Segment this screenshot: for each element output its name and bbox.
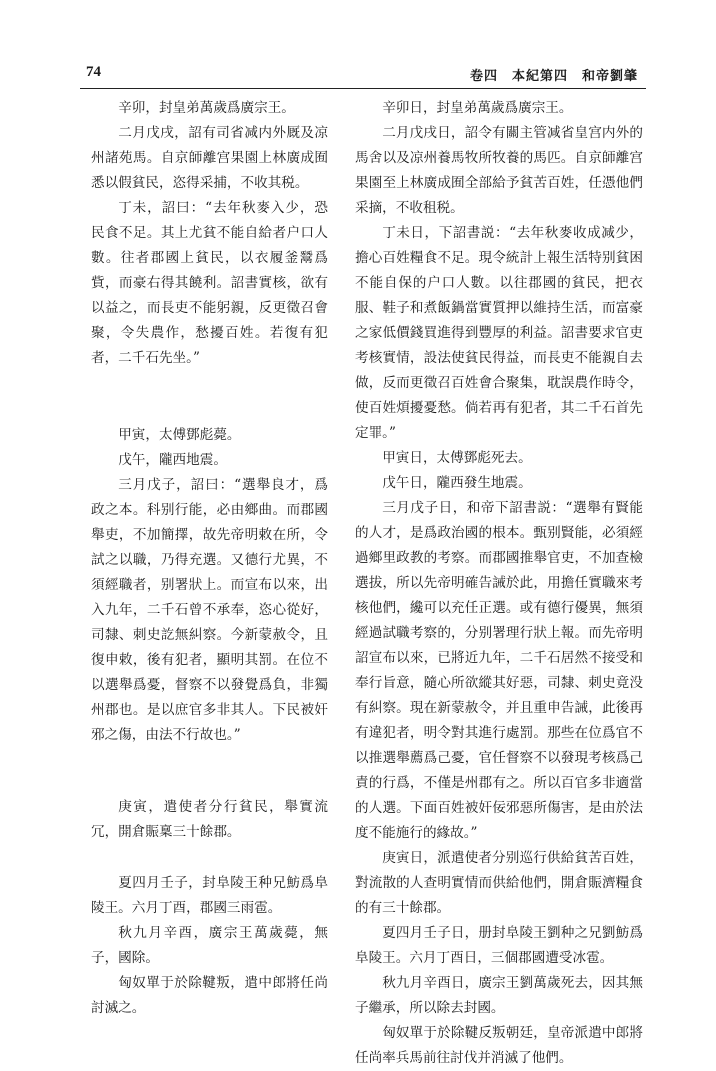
original-paragraph: 三月戊子，詔曰：“選舉良才，爲政之本。科别行能，必由鄉曲。而郡國舉吏，不加簡擇，故先帝明敕在所，令試之以職，乃得充選。又德行尤異，不須經職者，别署狀上。而宣布以來，出入九年，二千石曾不承奉，恣心從好，司隸、刺史訖無糾察。今新蒙赦令，且復申敕，後有犯者，顯明其罰。在位不以選舉爲憂，督察不以發覺爲負，非獨州郡也。是以庶官多非其人。下民被奸邪之傷，由法不行故也。” [91,477,328,743]
paragraph-gap [91,371,328,423]
original-paragraph: 二月戊戌，詔有司省减内外厩及凉州諸苑馬。自京師離宫果園上林廣成囿悉以假貧民，恣得采捕，不收其税。 [91,125,328,191]
original-paragraph: 秋九月辛酉，廣宗王萬歲薨，無子，國除。 [91,925,328,966]
translation-paragraph: 二月戊戌日，詔令有關主管减省皇宫内外的馬舍以及凉州養馬牧所牧養的馬匹。自京師離宫果園至上林廣成囿全部給予貧苦百姓，任憑他們采摘，不收租税。 [355,125,643,216]
header-rule [80,88,646,89]
original-paragraph: 丁未，詔曰：“去年秋麥入少，恐民食不足。其上尤貧不能自給者户口人數。往者郡國上貧民，以衣履釜鬵爲貲，而豪右得其饒利。詔書實核，欲有以益之，而長吏不能躬親，反更徵召會聚，令失農作，愁擾百姓。若復有犯者，二千石先坐。” [91,200,328,366]
original-paragraph: 甲寅，太傅鄧彪薨。 [118,427,241,443]
original-paragraph: 庚寅，遣使者分行貧民，舉實流冗，開倉賑稟三十餘郡。 [91,799,328,840]
running-head: 卷四 本紀第四 和帝劉肇 [469,69,638,84]
original-text-column [91,96,328,1021]
translation-column [355,96,643,1071]
translation-paragraph: 庚寅日，派遣使者分别巡行供給貧苦百姓，對流散的人查明實情而供給他們，開倉賑濟糧食的有三十餘郡。 [355,850,643,916]
translation-paragraph: 秋九月辛酉日，廣宗王劉萬歲死去，因其無子繼承，所以除去封國。 [355,975,643,1016]
original-paragraph: 辛卯，封皇弟萬歲爲廣宗王。 [118,100,295,116]
original-paragraph: 匈奴單于於除鞬叛，遣中郎將任尚討滅之。 [91,975,328,1016]
translation-paragraph: 甲寅日，太傅鄧彪死去。 [382,450,532,466]
paragraph-gap [91,748,328,795]
translation-paragraph: 丁未日，下詔書説：“去年秋麥收成减少，擔心百姓糧食不足。現令統計上報生活特别貧困不能自保的户口人數。以往郡國的貧民，把衣服、鞋子和煮飯鍋當實質押以維持生活，而富豪之家低價錢買進得到豐厚的利益。詔書要求官吏考核實情，設法使貧民得益，而長吏不能親自去做，反而更徵召百姓會合聚集，耽誤農作時令，使百姓煩擾憂愁。倘若再有犯者，其二千石首先定罪。” [355,225,643,441]
paragraph-gap [91,845,328,871]
translation-paragraph: 辛卯日，封皇弟萬歲爲廣宗王。 [382,100,573,116]
original-paragraph: 夏四月壬子，封阜陵王种兄魴爲阜陵王。六月丁酉，郡國三雨雹。 [91,875,328,916]
translation-paragraph: 三月戊子日，和帝下詔書説：“選舉有賢能的人才，是爲政治國的根本。甄别賢能，必須經過鄉里政教的考察。而郡國推舉官吏，不加查檢選拔，所以先帝明確告誡於此，用擔任實職來考核他們，纔可以充任正選。或有德行優異，無須經過試職考察的，分别署理行狀上報。而先帝明詔宣布以來，已將近九年，二千石居然不接受和奉行旨意，隨心所欲縱其好惡，司隸、刺史竟没有糾察。現在新蒙赦令，并且重申告誡，此後再有違犯者，明令對其進行處罰。那些在位爲官不以推選舉薦爲己憂，官任督察不以發現考核爲己責的行爲，不僅是州郡有之。所以百官多非適當的人選。下面百姓被奸佞邪惡所傷害，是由於法度不能施行的緣故。” [355,500,643,841]
page-number: 74 [86,64,101,80]
original-paragraph: 戊午，隴西地震。 [118,452,227,468]
translation-paragraph: 匈奴單于於除鞬反叛朝廷，皇帝派遣中郎將任尚率兵馬前往討伐并消滅了他們。 [355,1025,643,1066]
translation-paragraph: 夏四月壬子日，册封阜陵王劉种之兄劉魴爲阜陵王。六月丁酉日，三個郡國遭受冰雹。 [355,925,643,966]
page-header [86,64,638,86]
translation-paragraph: 戊午日，隴西發生地震。 [382,475,532,491]
